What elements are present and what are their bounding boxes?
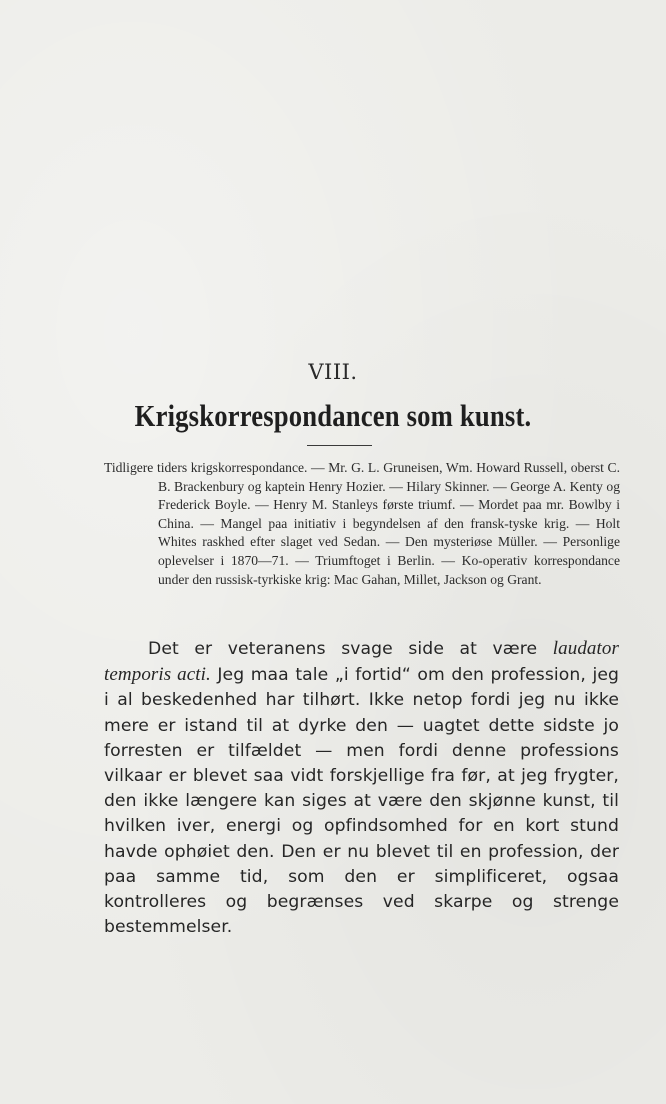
latin-phrase: laudator temporis acti. xyxy=(104,638,619,686)
chapter-summary: Tidligere tiders krigskorrespondance. — Mr. G. L. Gruneisen, Wm. Howard Russell, oberst C. B. Brackenbury og kaptein Henry Hozier. — Hilary Skinner. — George A. Kenty og Frederick Boyle. — Henry M. Stanleys første triumf. — Mordet paa mr. Bowlby i China. — Mangel paa initiativ i begyndelsen af den fransk-tyske krig. — Holt Whites raskhed efter slaget ved Sedan. — Den mysteriøse Müller. — Personlige oplevelser i 1870—71. — Triumftoget i Berlin. — Ko-operativ korrespondance under den russisk-tyrkiske krig: Mac Gahan, Millet, Jackson og Grant. xyxy=(104,460,620,587)
body-paragraph xyxy=(104,636,619,940)
body-text-part-1: Det er veteranens svage side at være xyxy=(148,639,553,659)
chapter-number: VIII. xyxy=(308,360,358,384)
chapter-title: Krigskorrespondancen som kunst. xyxy=(134,398,532,433)
body-text-part-2: Jeg maa tale „i fortid“ om den profession, jeg i al beskedenhed har tilhørt. Ikke netop fordi jeg nu ikke mere er istand til at dyrke den — uagtet dette sidste jo forresten er tilfældet — men fordi denne professions vilkaar er blevet saa vidt forskjellige fra før, at jeg frygter, den ikke længere kan siges at være den skjønne kunst, til hvilken iver, energi og opfindsomhed for en kort stund havde ophøiet den. Den er nu blevet til en profession, der paa samme tid, som den er simplificeret, ogsaa kontrolleres og begrænses ved skarpe og strenge bestemmelser. xyxy=(104,665,620,938)
title-divider xyxy=(307,445,372,446)
